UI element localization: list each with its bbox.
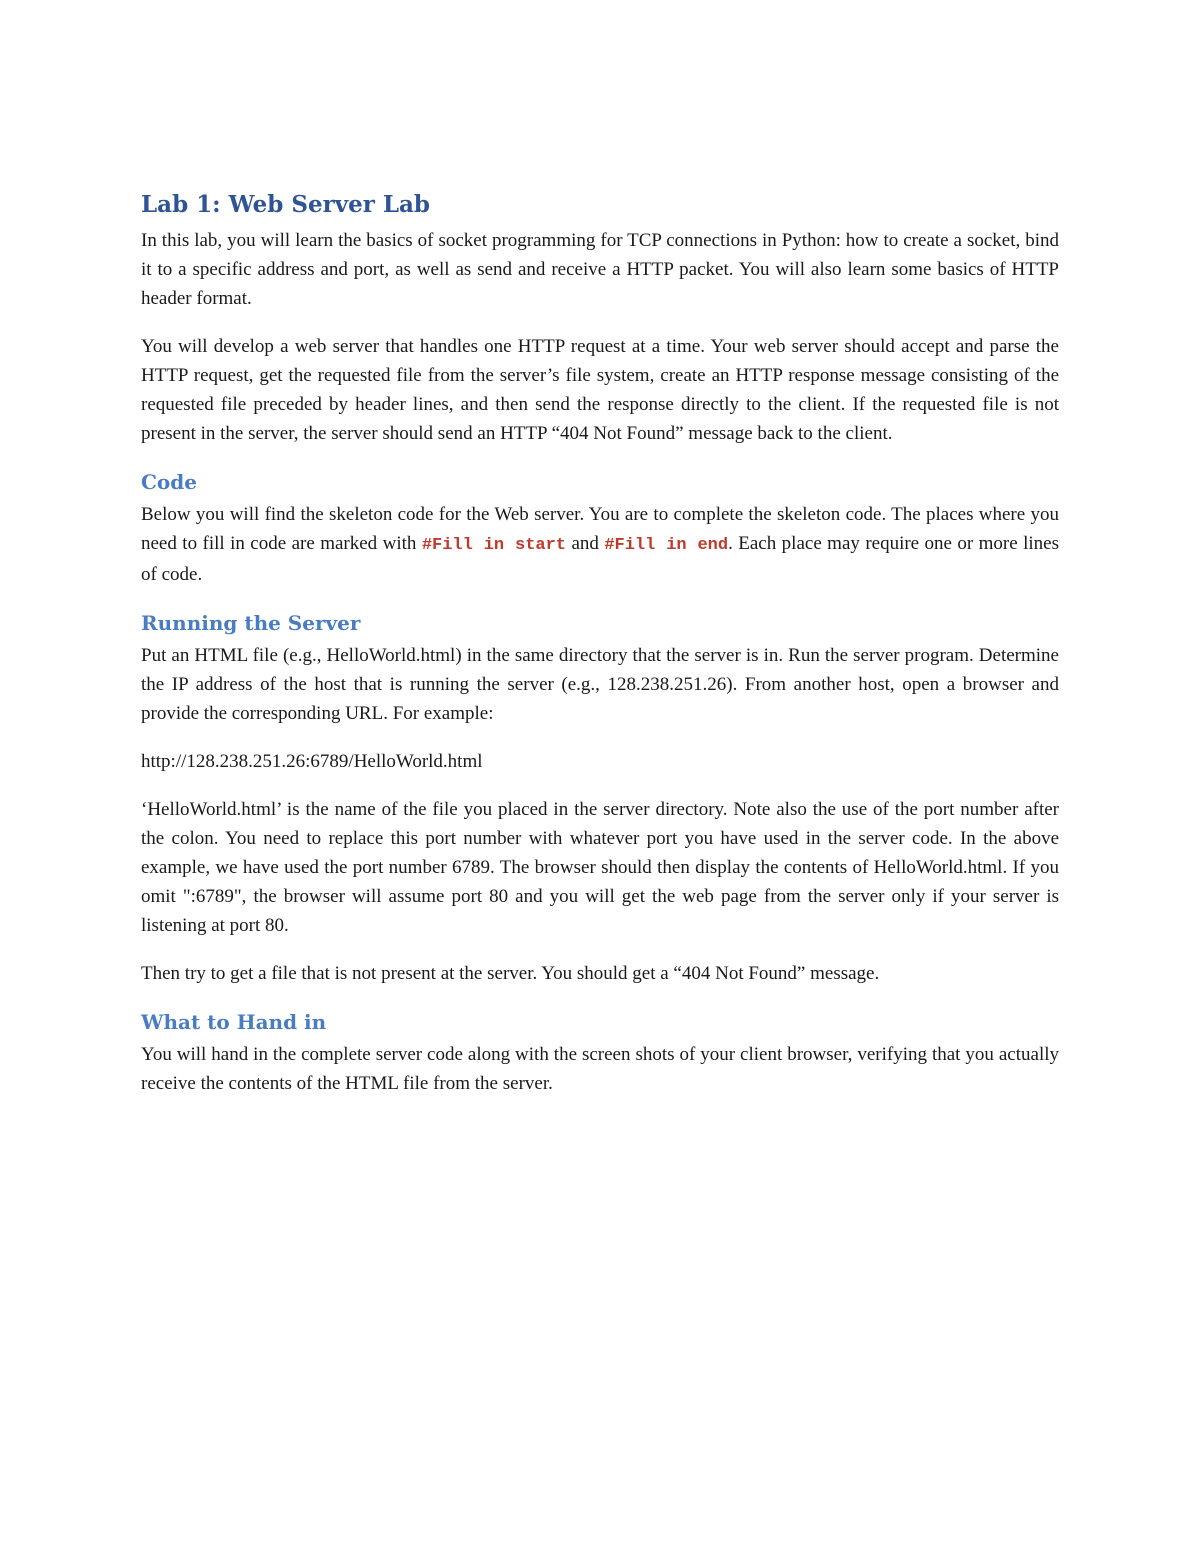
develop-paragraph: You will develop a web server that handles one HTTP request at a time. Your web server should accept and parse the HTTP request, get the requested file from the server’s file system, create an HTTP response message consisting of the requested file preceded by header lines, and then send the response directly to the client. If the requested file is not present in the server, the server should send an HTTP “404 Not Found” message back to the client.: [141, 336, 1059, 444]
running-paragraph-2: ‘HelloWorld.html’ is the name of the file you placed in the server directory. Note also the use of the port number after the colon. You need to replace this port number with whatever port you have used in the server code. In the above example, we have used the port number 6789. The browser should then display the contents of HelloWorld.html. If you omit ":6789", the browser will assume port 80 and you will get the web page from the server only if your server is listening at port 80.: [141, 799, 1059, 936]
running-paragraph-3: Then try to get a file that is not present at the server. You should get a “404 Not Found” message.: [141, 963, 880, 984]
example-url: http://128.238.251.26:6789/HelloWorld.html: [141, 751, 483, 772]
code-text-after: . Each place may require one or more lines of code.: [141, 533, 1060, 585]
code-paragraph: [141, 500, 1059, 589]
code-heading: Code: [141, 470, 197, 494]
running-paragraph-1: Put an HTML file (e.g., HelloWorld.html) in the same directory that the server is in. Run the server program. Determine the IP address of the host that is running the server (e.g., 128.238.251.26). From another host, open a browser and provide the corresponding URL. For example:: [141, 645, 1059, 724]
intro-paragraph: In this lab, you will learn the basics of socket programming for TCP connections in Python: how to create a socket, bind it to a specific address and port, as well as send and receive a HTTP packet. You will also learn some basics of HTTP header format.: [141, 230, 1059, 309]
handin-paragraph: You will hand in the complete server code along with the screen shots of your client browser, verifying that you actually receive the contents of the HTML file from the server.: [141, 1044, 1059, 1094]
document-body: [141, 188, 1059, 1117]
code-text-and: and: [566, 533, 605, 554]
fill-in-start-marker: #Fill in start: [421, 536, 567, 555]
handin-heading: What to Hand in: [141, 1010, 327, 1034]
document-title: Lab 1: Web Server Lab: [141, 191, 430, 218]
running-heading: Running the Server: [141, 611, 361, 635]
fill-in-end-marker: #Fill in end: [604, 536, 729, 555]
code-text-before: Below you will find the skeleton code for the Web server. You are to complete the skeleton code. The places where you need to fill in code are marked with: [141, 504, 1059, 554]
